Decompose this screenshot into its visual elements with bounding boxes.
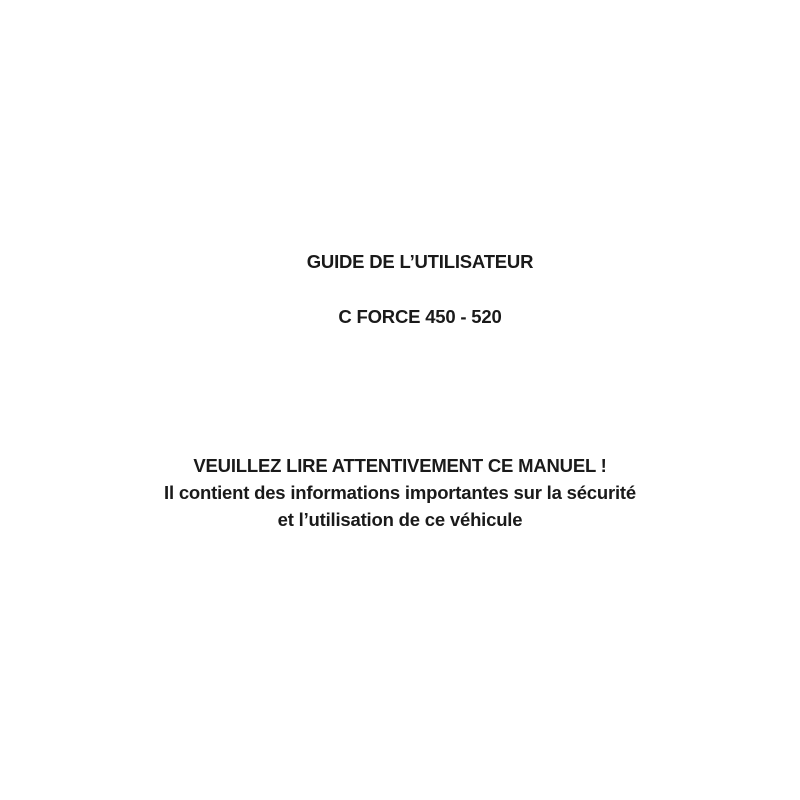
vehicle-model-title: C FORCE 450 - 520	[338, 306, 502, 327]
safety-notice-block	[0, 452, 800, 533]
manual-title: GUIDE DE L’UTILISATEUR	[306, 251, 534, 272]
notice-line-2: Il contient des informations importantes sur la sécurité	[164, 482, 636, 503]
notice-line-1: VEUILLEZ LIRE ATTENTIVEMENT CE MANUEL !	[193, 455, 607, 476]
heading-block	[40, 248, 800, 331]
notice-line-3: et l’utilisation de ce véhicule	[277, 509, 523, 530]
